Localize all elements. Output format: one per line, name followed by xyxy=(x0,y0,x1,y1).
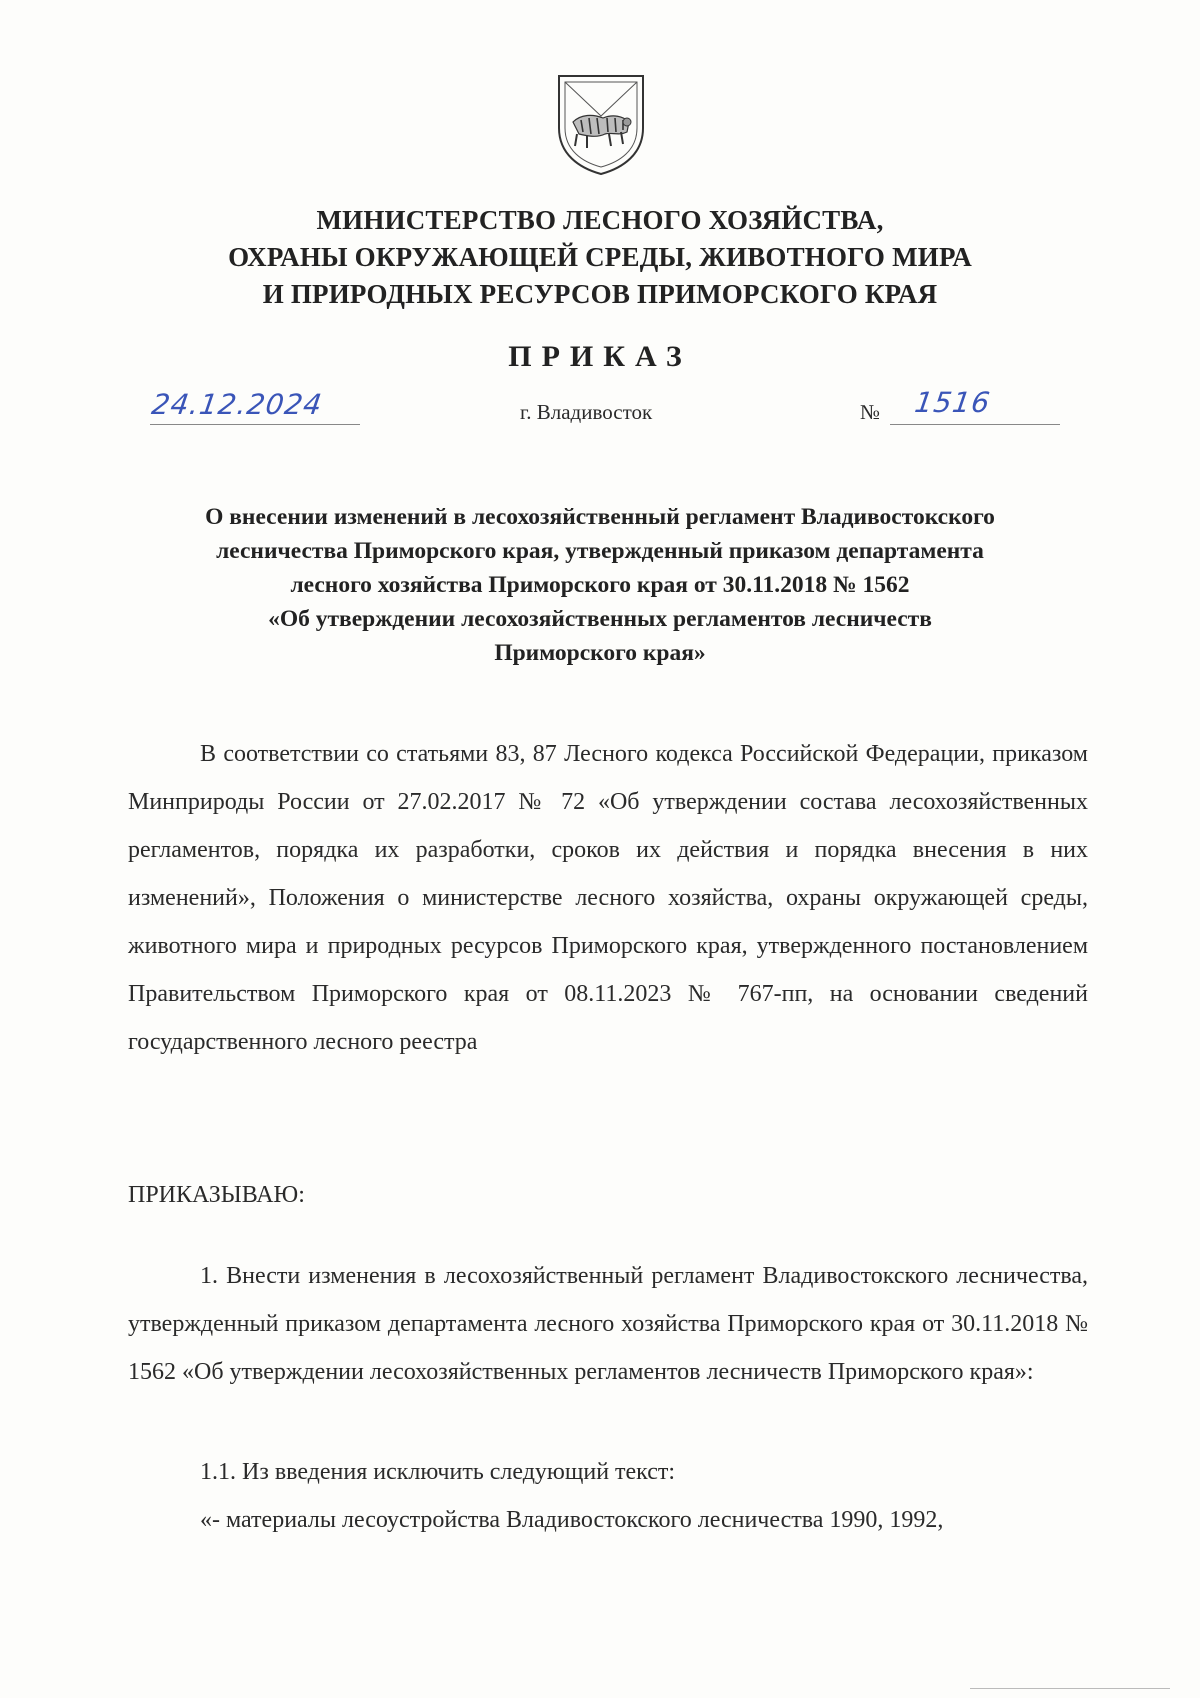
ministry-title-line-1: МИНИСТЕРСТВО ЛЕСНОГО ХОЗЯЙСТВА, xyxy=(316,205,884,235)
footer-rule xyxy=(970,1688,1170,1689)
number-label: № xyxy=(860,400,881,424)
ministry-title-line-2: ОХРАНЫ ОКРУЖАЮЩЕЙ СРЕДЫ, ЖИВОТНОГО МИРА xyxy=(228,242,972,272)
city-label: г. Владивосток xyxy=(520,400,653,424)
subject-line-5: Приморского края» xyxy=(494,640,706,666)
order-directive: ПРИКАЗЫВАЮ: xyxy=(128,1182,305,1208)
subject-line-4: «Об утверждении лесохозяйственных регламентов лесничеств xyxy=(268,606,932,632)
ministry-title xyxy=(150,202,1050,313)
handwritten-number: 1516 xyxy=(912,386,993,419)
subject-line-3: лесного хозяйства Приморского края от 30.11.2018 № 1562 xyxy=(290,572,910,598)
date-underline xyxy=(150,424,360,425)
primorsky-krai-coat-of-arms-icon xyxy=(553,70,649,176)
item-1-paragraph: 1. Внести изменения в лесохозяйственный регламент Владивостокского лесничества, утвержденный приказом департамента лесного хозяйства Приморского края от 30.11.2018 № 1562 «Об утверждении лесохозяйственных регламентов лесничеств Приморского края»: xyxy=(128,1263,1088,1385)
ministry-title-line-3: И ПРИРОДНЫХ РЕСУРСОВ ПРИМОРСКОГО КРАЯ xyxy=(262,279,938,309)
order-subject xyxy=(130,500,1070,670)
subject-line-1: О внесении изменений в лесохозяйственный регламент Владивостокского xyxy=(205,504,995,530)
number-underline xyxy=(890,424,1060,425)
subject-line-2: лесничества Приморского края, утвержденный приказом департамента xyxy=(216,538,984,564)
item-1-1-quote: «- материалы лесоустройства Владивостокского лесничества 1990, 1992, xyxy=(200,1507,944,1533)
document-type-heading: ПРИКАЗ xyxy=(508,340,692,373)
preamble-paragraph: В соответствии со статьями 83, 87 Лесного кодекса Российской Федерации, приказом Минприроды России от 27.02.2017 № 72 «Об утверждении состава лесохозяйственных регламентов, порядка их разработки, сроков их действия и порядка внесения в них изменений», Положения о министерстве лесного хозяйства, охраны окружающей среды, животного мира и природных ресурсов Приморского края, утвержденного постановлением Правительством Приморского края от 08.11.2023 № 767-пп, на основании сведений государственного лесного реестра xyxy=(128,741,1088,1055)
handwritten-date: 24.12.2024 xyxy=(149,388,325,421)
item-1-1-paragraph: 1.1. Из введения исключить следующий текст: xyxy=(200,1459,676,1485)
